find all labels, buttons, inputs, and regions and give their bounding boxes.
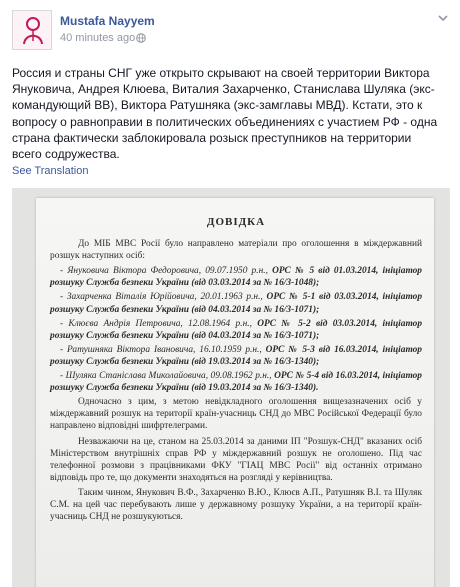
wanted-person: - Шуляка Станіслава Миколайовича, 09.08.1962 р.н., xyxy=(60,371,272,382)
avatar[interactable] xyxy=(12,10,52,50)
attached-photo[interactable] xyxy=(12,188,450,587)
wanted-list-item xyxy=(50,318,422,342)
wanted-list-item xyxy=(50,265,422,289)
post-timestamp[interactable]: 40 minutes ago xyxy=(60,32,136,44)
wanted-person: - Клюєва Андрія Петровича, 12.08.1964 р.н., xyxy=(60,318,252,329)
wanted-person: - Ратушняка Віктора Івановича, 16.10.1959 р.н., xyxy=(60,344,262,355)
wanted-details: ОРС № 5-3 від 16.03.2014, ініціатор розшуку Служба безпеки України (від 19.03.2014 за № 16/3-1340); xyxy=(50,344,422,367)
document-title: ДОВІДКА xyxy=(206,216,266,228)
wanted-details: ОРС № 5 від 01.03.2014, ініціатор розшуку Служба безпеки України (від 03.03.2014 за № 16/3-1048); xyxy=(50,266,422,289)
post-text: Россия и страны СНГ уже открыто скрывают на своей территории Виктора Януковича, Андрея Клюева, Виталия Захарченко, Станислава Шуляка (экс-командующий ВВ), Виктора Ратушняка (экс-замглавы МВД). Кстати, это к вопросу о равноправии в политических объединениях с участием РФ - одна страна фактически заблокировала розыск преступников на территории всего содружества. xyxy=(12,66,438,162)
wanted-person: - Януковича Віктора Федоровича, 09.07.1950 р.н., xyxy=(60,266,268,277)
chevron-down-icon[interactable] xyxy=(436,11,450,25)
wanted-list-item xyxy=(50,344,422,368)
document-body xyxy=(50,216,422,526)
author-name[interactable]: Mustafa Nayyem xyxy=(60,14,155,28)
wanted-details: ОРС № 5-4 від 16.03.2014, ініціатор розшуку Служба безпеки України (від 19.03.2014 за № 16/3-1340). xyxy=(50,371,422,394)
document-paragraph: Таким чином, Янукович В.Ф., Захарченко В.Ю., Клюєв А.П., Ратушняк В.І. та Шуляк С.М. на цей час перебувають лише у державному розшуку України, а на території країн-учасниць СНД не розшукуються. xyxy=(50,487,422,523)
document-intro: До МІБ МВС Росії було направлено матеріали про оголошення в міждержавний розшук наступних осіб: xyxy=(50,239,422,262)
document-paragraph: Незважаючи на це, станом на 25.03.2014 за даними ІП "Розшук-СНД" вказаних осіб Міністерством внутрішніх справ РФ у міждержавний розшук не оголошено. Під час телефонної розмови з працівниками ФКУ "ГІАЦ МВС Росії" від останніх отримано відповідь про те, що документи знаходяться на розгляді у керівництва. xyxy=(50,436,422,483)
wanted-details: ОРС № 5-2 від 03.03.2014, ініціатор розшуку Служба безпеки України (від 04.03.2014 за № 16/3-1071); xyxy=(50,318,423,341)
document-page xyxy=(36,198,434,587)
wanted-list-item xyxy=(50,291,422,315)
wanted-list-item xyxy=(50,370,422,394)
globe-icon[interactable] xyxy=(136,33,146,43)
post-header xyxy=(12,8,452,54)
wanted-person: - Захарченка Віталія Юрійовича, 20.01.1963 р.н., xyxy=(60,292,263,303)
wanted-details: ОРС № 5-1 від 03.03.2014, ініціатор розшуку Служба безпеки України (від 04.03.2014 за № 16/3-1071); xyxy=(50,292,423,315)
avatar-logo xyxy=(13,11,52,50)
document-paragraph: Одночасно з цим, з метою невідкладного оголошення вищезазначених осіб у міждержавний розшук на території країн-учасниць СНД до МВС Російської Федерації було направлено відповідні шифртелеграми. xyxy=(50,397,422,432)
see-translation-link[interactable]: See Translation xyxy=(12,165,89,177)
